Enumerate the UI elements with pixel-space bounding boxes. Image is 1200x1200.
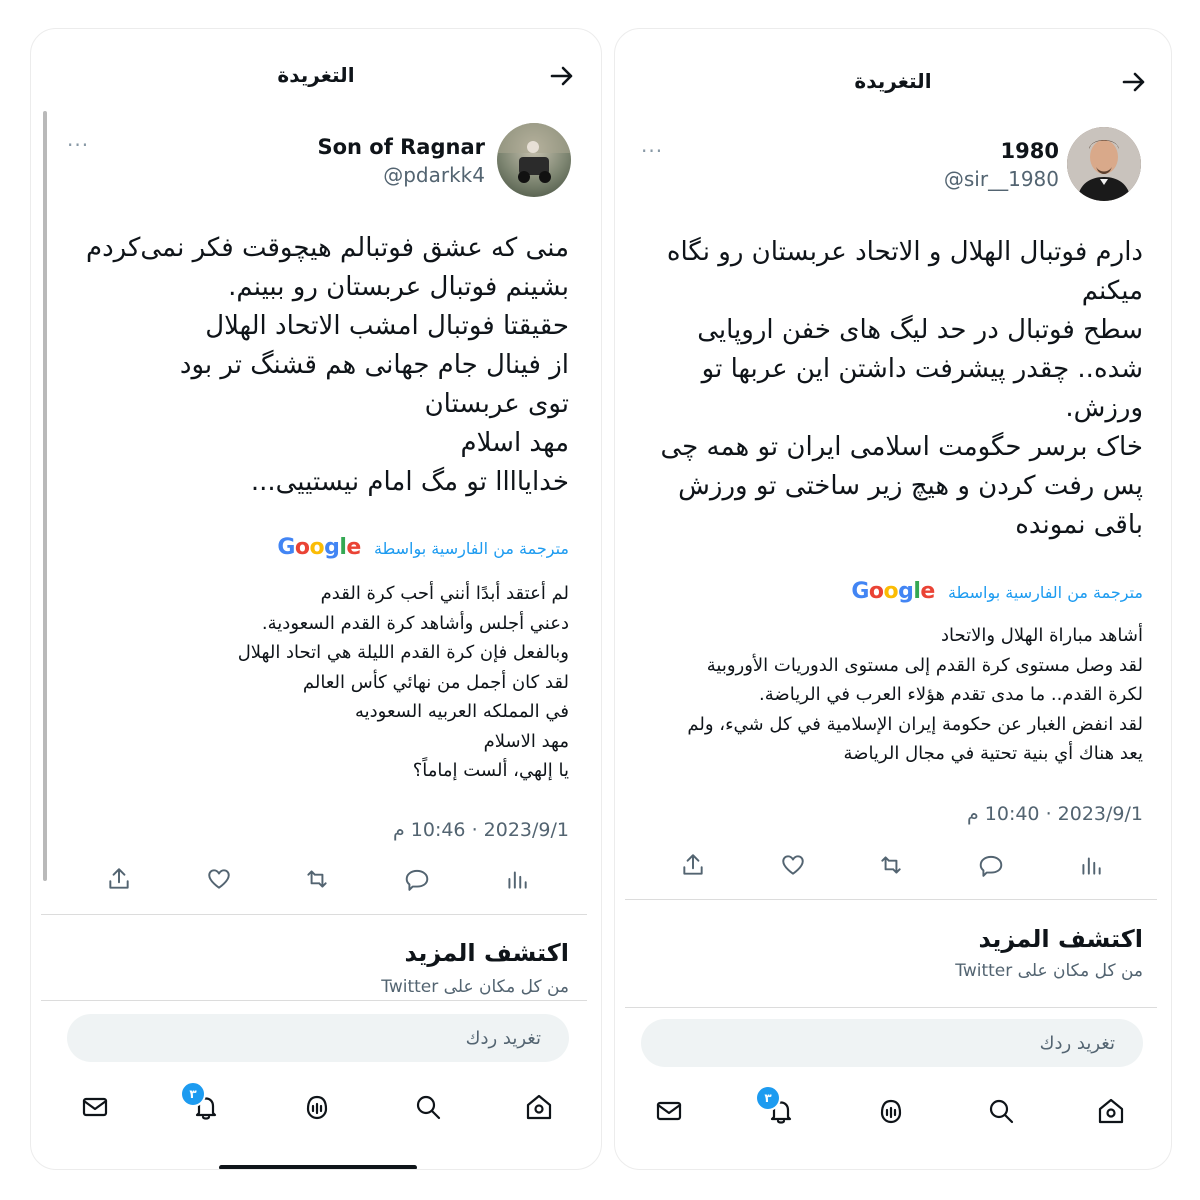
- author-handle[interactable]: @sir__1980: [943, 167, 1059, 191]
- share-button[interactable]: [101, 861, 137, 897]
- comment-icon: [404, 866, 430, 892]
- translation-line: لقد كان أجمل من نهائي كأس العالم: [302, 671, 569, 693]
- share-icon: [106, 866, 132, 892]
- bar-chart-icon: [1078, 852, 1104, 878]
- notifications-icon[interactable]: [761, 1091, 801, 1131]
- tweet-actions: [615, 845, 1171, 885]
- tweet-text-line: پس رفت کردن و هیچ زیر ساختی تو ورزش: [678, 471, 1143, 501]
- home-icon[interactable]: [519, 1087, 559, 1127]
- translation-line: لقد وصل مستوى كرة القدم إلى مستوى الدوريات الأوروبية: [706, 654, 1143, 676]
- comment-icon: [978, 852, 1004, 878]
- tweet-text-line: خدایاااا تو مگ امام نیستییی...: [250, 467, 569, 497]
- translation-line: يعد هناك أي بنية تحتية في مجال الرياضة: [843, 743, 1143, 764]
- translation-line: دعني أجلس وأشاهد كرة القدم السعودية.: [261, 612, 569, 634]
- retweet-icon: [878, 852, 904, 878]
- tweet-text-line: میکنم: [1081, 276, 1143, 306]
- page-title: التغريدة: [854, 69, 932, 93]
- discover-more-subtitle: من كل مكان على Twitter: [955, 961, 1143, 981]
- tweet-text-line: از فینال جام جهانی هم قشنگ تر بود: [179, 350, 569, 380]
- reply-input[interactable]: [67, 1014, 569, 1062]
- like-button[interactable]: [201, 861, 237, 897]
- tweet-body: [643, 233, 1143, 545]
- translation-line: لم أعتقد أبدًا أنني أحب كرة القدم: [320, 583, 569, 604]
- reply-placeholder: تغريد ردك: [465, 1027, 541, 1049]
- translation-line: أشاهد مباراة الهلال والاتحاد: [940, 625, 1143, 646]
- tweet-text-line: خاک برسر حگومت اسلامی ایران تو همه چی: [660, 432, 1143, 462]
- tweet-text-line: ورزش.: [1065, 393, 1143, 423]
- author-name[interactable]: Son of Ragnar: [317, 135, 485, 159]
- home-indicator: [219, 1165, 417, 1170]
- translation-attribution[interactable]: [851, 579, 1143, 604]
- reply-input[interactable]: [641, 1019, 1143, 1067]
- retweet-button[interactable]: [299, 861, 335, 897]
- top-bar: [31, 29, 601, 129]
- like-button[interactable]: [775, 847, 811, 883]
- tweet-text-line: بشینم فوتبال عربستان رو ببینم.: [228, 272, 569, 302]
- reply-button[interactable]: [973, 847, 1009, 883]
- search-icon[interactable]: [408, 1087, 448, 1127]
- tweet-timestamp[interactable]: 2023/9/1 · 10:40 م: [966, 803, 1143, 825]
- reply-button[interactable]: [399, 861, 435, 897]
- divider: [625, 899, 1157, 900]
- translation-line: لقد انفض الغبار عن حكومة إيران الإسلامية في كل شيء، ولم: [687, 713, 1143, 735]
- translated-by-label: مترجمة من الفارسية بواسطة: [947, 583, 1143, 602]
- tweet-text-line: باقی نمونده: [1015, 510, 1143, 540]
- tweet-text-line: شده.. چقدر پیشرفت داشتن این عربها تو: [701, 354, 1143, 384]
- google-logo: Google: [277, 535, 361, 560]
- page-title: التغريدة: [277, 63, 355, 87]
- notification-badge: ٣: [755, 1085, 781, 1111]
- translation-line: وبالفعل فإن كرة القدم الليلة هي اتحاد الهلال: [237, 642, 569, 663]
- share-icon: [680, 852, 706, 878]
- tweet-text-line: سطح فوتبال در حد لیگ های خفن اروپایی: [697, 315, 1143, 345]
- arrow-right-icon[interactable]: [1121, 69, 1147, 100]
- avatar[interactable]: [497, 123, 571, 197]
- tweet-body: [69, 229, 569, 502]
- author-handle[interactable]: @pdarkk4: [383, 163, 485, 187]
- bottom-nav: [31, 1075, 601, 1135]
- tweet-text-line: دارم فوتبال الهلال و الاتحاد عربستان رو نگاه: [666, 237, 1143, 267]
- spaces-icon[interactable]: [871, 1091, 911, 1131]
- bottom-nav: [615, 1079, 1171, 1139]
- analytics-button[interactable]: [1073, 847, 1109, 883]
- home-icon[interactable]: [1091, 1091, 1131, 1131]
- discover-more-subtitle: من كل مكان على Twitter: [381, 977, 569, 997]
- translation-line: لكرة القدم.. ما مدى تقدم هؤلاء العرب في الرياضة.: [759, 684, 1143, 705]
- heart-icon: [206, 866, 232, 892]
- discover-more-title: اكتشف المزيد: [404, 939, 569, 967]
- discover-more-title: اكتشف المزيد: [978, 925, 1143, 953]
- share-button[interactable]: [675, 847, 711, 883]
- translated-text: [623, 621, 1143, 769]
- translation-line: في المملكه العربيه السعوديه: [354, 701, 569, 722]
- top-bar: [615, 29, 1171, 129]
- translation-attribution[interactable]: [277, 535, 569, 560]
- translated-by-label: مترجمة من الفارسية بواسطة: [373, 539, 569, 558]
- tweet-actions: [31, 859, 601, 899]
- notifications-icon[interactable]: [186, 1087, 226, 1127]
- tweet-text-line: حقیقتا فوتبال امشب الاتحاد الهلال: [205, 311, 569, 341]
- heart-icon: [780, 852, 806, 878]
- divider: [41, 914, 587, 915]
- translation-line: مهد الاسلام: [483, 730, 569, 752]
- spaces-icon[interactable]: [297, 1087, 337, 1127]
- tweet-text-line: مهد اسلام: [460, 428, 569, 458]
- translated-text: [49, 579, 569, 786]
- retweet-icon: [304, 866, 330, 892]
- tweet-timestamp[interactable]: 2023/9/1 · 10:46 م: [392, 819, 569, 841]
- tweet-screen-right: [614, 28, 1172, 1170]
- scrollbar[interactable]: [43, 111, 47, 881]
- reply-placeholder: تغريد ردك: [1039, 1032, 1115, 1054]
- notification-badge: ٣: [180, 1081, 206, 1107]
- tweet-text-line: توی عربستان: [424, 389, 569, 419]
- mail-icon[interactable]: [75, 1087, 115, 1127]
- bar-chart-icon: [504, 866, 530, 892]
- retweet-button[interactable]: [873, 847, 909, 883]
- more-options-icon[interactable]: ···: [641, 139, 664, 163]
- divider: [625, 1007, 1157, 1008]
- author-name[interactable]: 1980: [1000, 139, 1059, 163]
- more-options-icon[interactable]: ···: [67, 133, 90, 157]
- avatar[interactable]: [1067, 127, 1141, 201]
- mail-icon[interactable]: [649, 1091, 689, 1131]
- translation-line: يا إلهي، ألست إماماً؟: [412, 760, 569, 781]
- analytics-button[interactable]: [499, 861, 535, 897]
- google-logo: Google: [851, 579, 935, 604]
- tweet-screen-left: [30, 28, 602, 1170]
- search-icon[interactable]: [981, 1091, 1021, 1131]
- arrow-right-icon[interactable]: [549, 63, 575, 94]
- divider: [41, 1000, 587, 1001]
- tweet-text-line: منی که عشق فوتبالم هیچوقت فکر نمی‌کردم: [85, 233, 569, 263]
